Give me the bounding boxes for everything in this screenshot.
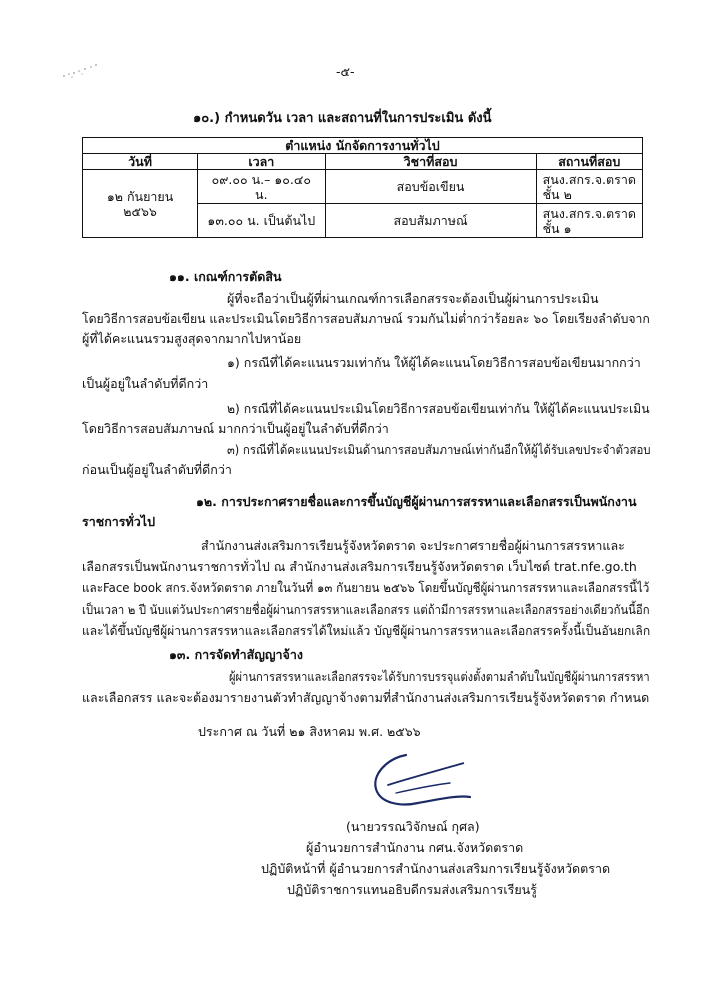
paragraph-line: ก่อนเป็นผู้อยู่ในลำดับที่ดีกว่า — [82, 462, 232, 477]
schedule-table — [82, 137, 643, 238]
paragraph-line: เป็นเวลา ๒ ปี นับแต่วันประกาศรายชื่อผู้ผ่านการสรรหาและเลือกสรร แต่ถ้ามีการสรรหาและเลือกสรรอย่างเดียวกันนี้อีก — [82, 602, 650, 617]
table-header-row — [83, 154, 643, 170]
stamp-smudge-mark — [60, 62, 100, 80]
paragraph-line: โดยวิธีการสอบสัมภาษณ์ มากกว่าเป็นผู้อยู่ในลำดับที่ดีกว่า — [82, 421, 389, 436]
col-header-place: สถานที่สอบ — [536, 154, 642, 170]
signatory-title: ปฏิบัติราชการแทนอธิบดีกรมส่งเสริมการเรียนรู้ — [287, 882, 537, 897]
page-number: -๕- — [336, 64, 355, 79]
place-cell: สนง.สกร.จ.ตราด ชั้น ๒ — [536, 170, 642, 204]
paragraph-line: โดยวิธีการสอบข้อเขียน และประเมินโดยวิธีการสอบสัมภาษณ์ รวมกันไม่ต่ำกว่าร้อยละ ๖๐ โดยเรียงลำดับจาก — [82, 311, 650, 326]
paragraph-line: และเลือกสรร และจะต้องมารายงานตัวทำสัญญาจ้างตามที่สำนักงานส่งเสริมการเรียนรู้จังหวัดตราด กำหนด — [82, 690, 650, 705]
paragraph-line: ๓) กรณีที่ได้คะแนนประเมินด้านการสอบสัมภาษณ์เท่ากันอีกให้ผู้ได้รับเลขประจำตัวสอบ — [227, 442, 651, 457]
col-header-time: เวลา — [198, 154, 325, 170]
section11-title: ๑๑. เกณฑ์การตัดสิน — [169, 269, 282, 284]
section13-title: ๑๓. การจัดทำสัญญาจ้าง — [169, 647, 303, 662]
table-row — [83, 170, 643, 204]
paragraph-line: และได้ขึ้นบัญชีผู้ผ่านการสรรหาและเลือกสรรได้ใหม่แล้ว บัญชีผู้ผ่านการสรรหาและเลือกสรรครั้งนี้เป็นอันยกเลิก — [82, 623, 651, 638]
paragraph-line: เป็นผู้อยู่ในลำดับที่ดีกว่า — [82, 376, 209, 391]
col-header-date: วันที่ — [83, 154, 198, 170]
signature-mark — [366, 745, 476, 815]
paragraph-line: ผู้ที่ได้คะแนนรวมสูงสุดจากมากไปหาน้อย — [82, 331, 302, 346]
signatory-title: ปฏิบัติหน้าที่ ผู้อำนวยการสำนักงานส่งเสริมการเรียนรู้จังหวัดตราด — [261, 861, 611, 876]
position-header: ตำแหน่ง นักจัดการงานทั่วไป — [83, 138, 643, 154]
paragraph-line: สำนักงานส่งเสริมการเรียนรู้จังหวัดตราด จะประกาศรายชื่อผู้ผ่านการสรรหาและ — [201, 538, 625, 553]
time-cell: ๐๙.๐๐ น.– ๑๐.๔๐ น. — [198, 170, 325, 204]
paragraph-line: ผู้ที่จะถือว่าเป็นผู้ที่ผ่านเกณฑ์การเลือกสรรจะต้องเป็นผู้ผ่านการประเมิน — [227, 291, 599, 306]
place-cell: สนง.สกร.จ.ตราด ชั้น ๑ — [536, 204, 642, 238]
section10-title: ๑๐.) กำหนดวัน เวลา และสถานที่ในการประเมิน ดังนี้ — [193, 111, 492, 126]
col-header-subject: วิชาที่สอบ — [325, 154, 536, 170]
announcement-date: ประกาศ ณ วันที่ ๒๑ สิงหาคม พ.ศ. ๒๕๖๖ — [198, 724, 421, 739]
section12-title: ๑๒. การประกาศรายชื่อและการขึ้นบัญชีผู้ผ่านการสรรหาและเลือกสรรเป็นพนักงาน — [196, 494, 637, 509]
subject-cell: สอบข้อเขียน — [325, 170, 536, 204]
paragraph-line: และFace book สกร.จังหวัดตราด ภายในวันที่ ๑๓ กันยายน ๒๕๖๖ โดยขึ้นบัญชีผู้ผ่านการสรรหาและเลือกสรรนี้ไว้ — [82, 580, 650, 595]
paragraph-line: เลือกสรรเป็นพนักงานราชการทั่วไป ณ สำนักงานส่งเสริมการเรียนรู้จังหวัดตราด เว็บไซต์ trat.nfe.go.th — [82, 559, 637, 574]
paragraph-line: ๒) กรณีที่ได้คะแนนประเมินโดยวิธีการสอบข้อเขียนเท่ากัน ให้ผู้ได้คะแนนประเมิน — [227, 401, 650, 416]
signatory-name: (นายวรรณวิจักษณ์ กุศล) — [346, 819, 480, 834]
paragraph-line: ผู้ผ่านการสรรหาและเลือกสรรจะได้รับการบรรจุแต่งตั้งตามลำดับในบัญชีผู้ผ่านการสรรหา — [229, 669, 650, 684]
table-position-row — [83, 138, 643, 154]
signatory-title: ผู้อำนวยการสำนักงาน กศน.จังหวัดตราด — [306, 840, 524, 855]
time-cell: ๑๓.๐๐ น. เป็นต้นไป — [198, 204, 325, 238]
section12-title-cont: ราชการทั่วไป — [82, 514, 155, 529]
paragraph-line: ๑) กรณีที่ได้คะแนนรวมเท่ากัน ให้ผู้ได้คะแนนโดยวิธีการสอบข้อเขียนมากกว่า — [227, 355, 641, 370]
exam-date-cell: ๑๒ กันยายน ๒๕๖๖ — [83, 170, 198, 238]
subject-cell: สอบสัมภาษณ์ — [325, 204, 536, 238]
